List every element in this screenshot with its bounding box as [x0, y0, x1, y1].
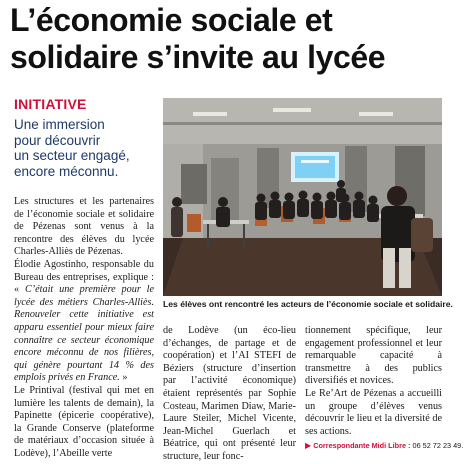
photo-caption: Les élèves ont rencontré les acteurs de l’économie sociale et solidaire.: [163, 299, 453, 309]
paragraph-quote: [14, 259, 154, 385]
classroom-photo: [163, 98, 442, 296]
quote-close-text: »: [119, 372, 128, 384]
quote-text: C’était une première pour le lycée des métiers Charles-Alliès. Renouveler cette initiative est apparu essentiel pour mieux faire connaître ce secteur économique encore méconnu de nos filières, qui génère pourtant 14 % des emplois privés en France.: [14, 284, 154, 384]
body-column-3: [305, 325, 464, 451]
correspondent-credit: [305, 441, 464, 451]
red-triangle-bullet-icon: ▶: [305, 441, 312, 451]
paragraph-representatives: de Lodève (un éco-lieu d’échanges, de partage et de coopération) et l’AI STEFI de Béziers (structure d’insertion par l’activité économique) étaient représentés par Sophie Costeau, Marimen Diaw, Marie-Laure Steiler, Michel Vicente, Jean-Michel Guerlach et Béatrice, qui ont présenté leur structure, leur fonc-: [163, 325, 296, 462]
headline: L’économie sociale et solidaire s’invite au lycée: [10, 2, 386, 75]
credit-phone: 06 52 72 23 49.: [412, 441, 464, 451]
body-column-1: [14, 196, 154, 460]
credit-label: Correspondante Midi Libre :: [313, 441, 411, 451]
paragraph-intro: Les structures et les partenaires de l’économie sociale et solidaire de Pézenas sont venus à la rencontre des élèves du lycée Charles-Alliès de Pézenas.: [14, 196, 154, 258]
paragraph-reart: Le Re’Art de Pézenas a accueilli un groupe d’élèves venus découvrir le lieu et la diversité de ses actions.: [305, 387, 442, 437]
lede-text: Une immersion pour découvrir un secteur engagé, encore méconnu.: [14, 117, 130, 179]
paragraph-functioning: tionnement spécifique, leur engagement professionnel et leur remarquable capacité à transmettre à des publics diversifiés et novices.: [305, 325, 442, 387]
quote-intro-text: Élodie Agostinho, responsable du Bureau des entreprises, explique : «: [14, 258, 154, 296]
body-column-2: [163, 325, 296, 464]
kicker-label: INITIATIVE: [14, 96, 87, 112]
paragraph-structures: Le Printival (festival qui met en lumière les talents de demain), la Papinette (épicerie coopérative), la Grande Conserve (plateforme de matériaux d’occasion située à Lodève), l’Abeille verte: [14, 384, 154, 459]
